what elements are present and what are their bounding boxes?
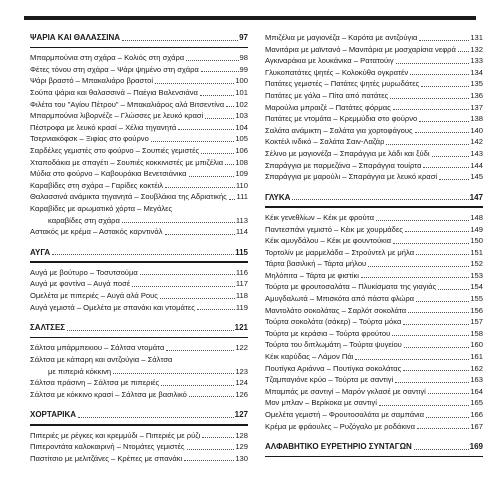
- toc-entry-title: Αυγά γεμιστά – Ομελέτα με σπανάκι και ντομάτες: [30, 302, 195, 312]
- toc-entry-title: Φιλέτα του "Αγίου Πέτρου" – Μπακαλιάρος αλά Βιτσεντίνα: [30, 99, 225, 109]
- vegetables-entries: [30, 430, 248, 465]
- leader-dots: [368, 266, 469, 267]
- toc-entry-page: 110: [235, 180, 248, 190]
- section-rule: [30, 337, 248, 339]
- leader-dots: [197, 309, 235, 310]
- toc-entry-title: Χταποδάκια με σπαγέτι – Σουπιές κοκκινιστές με μπιζέλια: [30, 157, 224, 167]
- toc-entry-title: Σπαράγγια με παρμεζάνα – Σπαράγγια τουίρτα: [265, 160, 422, 170]
- toc-entry-title: Σάλτσα με κόκκινο κρασί – Σάλτσα με βασιλικό: [30, 389, 187, 399]
- leader-dots: [379, 405, 469, 406]
- toc-entry-page: 144: [470, 160, 483, 170]
- leader-dots: [432, 156, 470, 157]
- leader-dots: [410, 74, 469, 75]
- toc-entry-title: Σαρδέλες γεμιστές στο φούρνο – Σουπιές γεμιστές: [30, 145, 200, 155]
- leader-dots: [386, 144, 469, 145]
- toc-entry-title: Πιπεροντάτα καλοκαιρινή – Ντομάτες γεμιστές: [30, 442, 185, 452]
- toc-entry-title: Μύδια στο φούρνο – Καβουράκια Βενετσιάνικα: [30, 169, 187, 179]
- section-rule: [30, 424, 248, 426]
- toc-entry[interactable]: [265, 78, 483, 90]
- toc-entry[interactable]: [30, 290, 248, 302]
- leader-dots: [426, 417, 469, 418]
- toc-entry-continuation[interactable]: καραβίδες στη σχάρα 113: [48, 215, 248, 225]
- toc-entry[interactable]: [30, 64, 248, 76]
- leader-dots: [421, 86, 469, 87]
- toc-entry-title: Αγκιναράκια με λουκάνικα – Ρατατούιγ: [265, 56, 394, 66]
- toc-entry-title: Τούρτα σοκολάτα (σάκερ) – Τούρτα μόκα: [265, 317, 402, 327]
- toc-entry[interactable]: [265, 351, 483, 363]
- toc-right-column: [265, 32, 483, 461]
- leader-dots: [140, 274, 235, 275]
- toc-entry[interactable]: [265, 409, 483, 421]
- toc-entry-page: 152: [470, 259, 483, 269]
- toc-entry[interactable]: [265, 171, 483, 183]
- leader-dots: [184, 460, 234, 461]
- vegetables-entries-continued: [265, 32, 483, 183]
- toc-entry-page: 106: [235, 145, 248, 155]
- leader-dots: [187, 449, 235, 450]
- toc-entry[interactable]: [265, 125, 483, 137]
- section-rule: [30, 47, 248, 49]
- toc-entry-page: 163: [470, 375, 483, 385]
- toc-entry-title: Μπιζέλια με μαγιονέζα – Καρότα με αντζούγια: [265, 33, 418, 42]
- toc-entry-page: 158: [470, 328, 483, 338]
- toc-entry-page: 104: [235, 122, 248, 132]
- toc-entry[interactable]: [265, 44, 483, 56]
- toc-entry[interactable]: [265, 421, 483, 433]
- leader-dots: [439, 179, 469, 180]
- toc-entry-page: 140: [470, 125, 483, 135]
- toc-entry[interactable]: [265, 293, 483, 305]
- toc-entry[interactable]: [265, 160, 483, 172]
- toc-entry-page: 128: [235, 430, 248, 440]
- toc-entry[interactable]: [30, 87, 248, 99]
- toc-entry-title: Πατάτες με ντομάτα – Κρεμμύδια στο φούρνο: [265, 114, 418, 124]
- toc-entry-page: 103: [235, 111, 248, 121]
- toc-entry-title: Κέικ αμυγδάλου – Κέικ με φουντούκια: [265, 236, 392, 246]
- toc-entry-title: Κέικ καρύδας – Λάμον Πάι: [265, 352, 354, 362]
- leader-dots: [189, 176, 235, 177]
- toc-entry-page: 99: [239, 64, 248, 74]
- toc-entry[interactable]: [265, 136, 483, 148]
- toc-entry[interactable]: [30, 191, 248, 203]
- toc-entry[interactable]: [30, 157, 248, 169]
- toc-entry[interactable]: Σάλτσα μπάρμπεκιου – Σάλτσα ντομάτα 122: [30, 343, 248, 353]
- toc-entry[interactable]: [265, 102, 483, 114]
- toc-entry-title: Σαλάτα ανάμικτη – Σαλάτα για χορτοφάγους: [265, 125, 413, 135]
- toc-entry-title: Πέστροφα με λευκό κρασί – Χέλια τηγανητά: [30, 122, 177, 132]
- toc-entry-page: 98: [239, 53, 248, 63]
- leader-dots: [200, 95, 234, 96]
- toc-entry[interactable]: [30, 145, 248, 157]
- leader-dots: [419, 121, 469, 122]
- toc-entry-title: Μον μπλαν – Βερίκοκα με σαντιγί: [265, 398, 377, 408]
- toc-entry-title: Πιπεριές με ρέγκες και κρεμμύδι – Πιπεριές με ρύζι: [30, 430, 201, 440]
- toc-entry-page: 145: [470, 172, 483, 182]
- toc-entry-page: 100: [235, 76, 248, 86]
- leader-dots: [132, 286, 235, 287]
- toc-entry[interactable]: [265, 328, 483, 340]
- toc-entry-page: 143: [470, 148, 483, 158]
- toc-entry-title: Τσερνιακόφσκ – Ξιφίας στο φούρνο: [30, 134, 149, 144]
- toc-entry-page: 124: [235, 378, 248, 388]
- leader-dots: [202, 437, 234, 438]
- toc-entry-page: 155: [470, 294, 483, 304]
- toc-entry[interactable]: Σάλτσα με κάπαρη και αντζούγια – Σάλτσα: [30, 355, 173, 365]
- toc-entry-page: 160: [470, 340, 483, 350]
- section-rule: [265, 456, 483, 458]
- toc-entry[interactable]: [265, 305, 483, 317]
- toc-entry[interactable]: Αστακός με κρέμα – Αστακός καρντινάλ 114: [30, 227, 248, 237]
- toc-entry-title: Μηλόπιτα – Τάρτα με φιστίκι: [265, 270, 359, 280]
- toc-entry[interactable]: [30, 430, 248, 442]
- toc-entry[interactable]: [30, 133, 248, 145]
- toc-entry-page: 164: [470, 386, 483, 396]
- leader-dots: [403, 324, 469, 325]
- toc-entry-title: Πατάτες γεμιστές – Πατάτες ψητές μυρωδάτες: [265, 79, 420, 89]
- toc-entry-page: 132: [470, 44, 483, 54]
- toc-entry-title: Ομελέτα γεμιστή – Φρουτοσαλάτα με σαμπάνια: [265, 410, 424, 419]
- toc-entry-page: 151: [470, 247, 483, 257]
- leader-dots: [205, 118, 234, 119]
- section-rule: [30, 261, 248, 263]
- leader-dots: [113, 373, 234, 374]
- toc-entry[interactable]: [30, 267, 248, 279]
- leader-dots: [122, 222, 235, 223]
- toc-entry[interactable]: [265, 224, 483, 236]
- toc-entry[interactable]: [265, 55, 483, 67]
- toc-entry-title: Κέικ γενεθλίων – Κέικ με φρούτα: [265, 212, 374, 222]
- leader-dots: [355, 359, 469, 360]
- toc-entry-page: 119: [235, 302, 248, 312]
- leader-dots: [396, 63, 470, 64]
- leader-dots: [395, 382, 469, 383]
- toc-entry-title: Τούρτα με φρουτοσαλάτα – Πλυκίσματα της γιαγιάς: [265, 282, 437, 292]
- toc-entry[interactable]: [265, 363, 483, 375]
- leader-dots: [458, 51, 469, 52]
- leader-dots: [225, 164, 234, 165]
- top-rule: [24, 16, 476, 20]
- toc-entry-title: Μπαμπάς με σαντιγί – Μαρόν γκλασέ με σαντιγί: [265, 386, 426, 396]
- toc-entry-page: 136: [470, 90, 483, 100]
- toc-entry-page: 131: [470, 33, 483, 42]
- leader-dots: [405, 231, 469, 232]
- section-rule: [265, 206, 483, 208]
- toc-entry-page: 166: [470, 410, 483, 419]
- toc-entry-page: 167: [470, 421, 483, 431]
- toc-entry-title: Σούπα ψάρια και θαλασσινά – Παέγια Βαλενσιάνα: [30, 87, 198, 97]
- leader-dots: [201, 153, 234, 154]
- section-heading-sauces[interactable]: ΣΑΛΤΣΕΣ 121: [30, 323, 248, 333]
- leader-dots: [151, 141, 235, 142]
- leader-dots: [417, 428, 469, 429]
- leader-dots: [78, 417, 234, 418]
- toc-entry[interactable]: [265, 148, 483, 160]
- toc-entry[interactable]: [265, 113, 483, 125]
- toc-entry[interactable]: [265, 339, 483, 351]
- leader-dots: [414, 449, 469, 450]
- toc-entry[interactable]: [30, 278, 248, 290]
- leader-dots: [52, 254, 234, 255]
- leader-dots: [229, 199, 236, 200]
- section-heading-sweets[interactable]: ΓΛΥΚΑ 147: [265, 192, 483, 202]
- toc-entry[interactable]: [30, 122, 248, 134]
- toc-entry[interactable]: [265, 67, 483, 79]
- leader-dots: [419, 40, 469, 41]
- toc-entry-title: Κοκτέιλ ινδικό – Σαλάτα Σαιν-Λαζάρ: [265, 137, 385, 147]
- toc-entry[interactable]: [265, 235, 483, 247]
- toc-entry-page: 154: [470, 282, 483, 292]
- leader-dots: [161, 385, 234, 386]
- toc-entry-title: Αυγά με φοντίνα – Αυγά ποσέ: [30, 279, 131, 289]
- toc-entry-page: 102: [235, 99, 248, 109]
- toc-entry[interactable]: [30, 302, 248, 314]
- toc-entry-title: Θαλασσινά ανάμικτα τηγανητά – Σουβλάκια της Αδριατικής: [30, 192, 227, 202]
- toc-entry[interactable]: Καραβίδες με αρωματικό χόρτα – Μεγάλες: [30, 203, 173, 213]
- leader-dots: [404, 347, 470, 348]
- toc-entry-page: 142: [470, 137, 483, 147]
- toc-entry[interactable]: [265, 397, 483, 409]
- toc-entry-title: Ψάρι βραστό – Μπακαλιάρο βραστοί: [30, 76, 154, 86]
- toc-entry-page: 137: [470, 102, 483, 112]
- toc-entry-page: 116: [235, 267, 248, 277]
- toc-entry-page: 156: [470, 305, 483, 315]
- toc-entry[interactable]: [30, 99, 248, 111]
- toc-entry-page: 109: [235, 169, 248, 179]
- toc-entry[interactable]: [30, 168, 248, 180]
- toc-entry-page: 165: [470, 398, 483, 408]
- leader-dots: [438, 289, 469, 290]
- toc-entry-page: 129: [235, 442, 248, 452]
- leader-dots: [361, 277, 469, 278]
- toc-entry[interactable]: [265, 247, 483, 259]
- leader-dots: [415, 132, 470, 133]
- leader-dots: [416, 301, 469, 302]
- fish-entries: [30, 52, 248, 203]
- toc-entry-title: Τζαμπαγιόνε κρύο – Τούρτα με σαντιγί: [265, 375, 394, 385]
- toc-entry-title: Κρέμα με φράουλες – Ρυζόγαλο με ροδάκινα: [265, 421, 415, 431]
- toc-entry-page: 153: [470, 270, 483, 280]
- toc-entry-title: Ομελέτα με πιπεριές – Αυγά αλά Ρους: [30, 291, 158, 301]
- leader-dots: [67, 330, 234, 331]
- toc-entry-title: Σέλινο με μαγιονέζα – Σπαράγγια με λάδι και ξύδι: [265, 148, 430, 158]
- section-heading-eggs[interactable]: ΑΥΓΑ 115: [30, 247, 248, 257]
- leader-dots: [226, 106, 234, 107]
- toc-entry-page: 101: [235, 87, 248, 97]
- toc-entry[interactable]: [265, 32, 483, 44]
- leader-dots: [165, 234, 235, 235]
- leader-dots: [155, 83, 234, 84]
- leader-dots: [408, 312, 469, 313]
- toc-entry-title: Τούρτα του διπλωμάτη – Τούρτα ψυγείου: [265, 340, 402, 350]
- toc-entry-title: Παντεσπάνι γεμιστό – Κέικ με χουρμάδες: [265, 224, 403, 234]
- toc-entry[interactable]: [30, 110, 248, 122]
- leader-dots: [376, 220, 469, 221]
- toc-entry-page: 117: [235, 279, 248, 289]
- leader-dots: [416, 254, 469, 255]
- toc-entry-title: Σπαράγγια με μαρούλι – Σπαράγγια με λευκό κρασί: [265, 172, 438, 182]
- toc-entry[interactable]: [265, 374, 483, 386]
- sauces-entries: [30, 377, 248, 400]
- toc-entry-title: Πατάτες με γάλα – Πίτα από πατάτες: [265, 90, 389, 100]
- leader-dots: [186, 60, 238, 61]
- leader-dots: [392, 335, 469, 336]
- toc-entry-page: 134: [470, 67, 483, 77]
- leader-dots: [390, 98, 469, 99]
- toc-entry-page: 148: [470, 212, 483, 222]
- toc-entry[interactable]: [265, 270, 483, 282]
- toc-entry[interactable]: [265, 258, 483, 270]
- leader-dots: [178, 129, 234, 130]
- toc-entry[interactable]: [265, 212, 483, 224]
- toc-entry-title: Καραβίδες στη σχάρα – Γαρίδες κοκτέιλ: [30, 180, 164, 190]
- toc-entry-title: Μπαρμπούνια λιβορνέζε – Γλώσσες με λευκό κρασί: [30, 111, 204, 121]
- toc-entry-page: 133: [470, 56, 483, 66]
- toc-entry-title: Πουτίγκα Αριάννα – Πουτίγκα σοκολάτας: [265, 363, 402, 373]
- toc-entry[interactable]: [265, 90, 483, 102]
- toc-entry-page: 150: [470, 236, 483, 246]
- toc-entry-title: Τορτολίν με μαρμελάδα – Στρούντελ με μήλα: [265, 247, 415, 257]
- toc-entry-page: 149: [470, 224, 483, 234]
- toc-entry-title: Αυγά με βούτυρο – Τοσυτσούμα: [30, 267, 138, 277]
- leader-dots: [393, 243, 469, 244]
- eggs-entries: [30, 267, 248, 313]
- leader-dots: [166, 350, 234, 351]
- leader-dots: [201, 71, 239, 72]
- toc-entry-title: Τάρτα βασιλική – Τάρτα μήλου: [265, 259, 367, 269]
- leader-dots: [403, 370, 469, 371]
- toc-entry[interactable]: [30, 377, 248, 389]
- leader-dots: [292, 199, 468, 200]
- toc-entry-title: Μπαρμπούνια στη σχάρα – Κολιός στη σχάρα: [30, 53, 185, 63]
- toc-entry-page: 111: [236, 192, 248, 202]
- toc-entry-title: Μαντολάτο σοκολάτας – Σαρλότ σοκολάτα: [265, 305, 407, 315]
- toc-entry-title: Φέτες τόνου στη σχάρα – Ψάρι ψημένο στη σχάρα: [30, 64, 199, 74]
- leader-dots: [428, 393, 470, 394]
- toc-entry-page: 138: [470, 114, 483, 124]
- toc-entry-title: Μανιτάρια με μαϊντανό – Μανιτάρια με μοσχαρίσια νεφρά: [265, 44, 456, 54]
- toc-entry[interactable]: [30, 75, 248, 87]
- toc-entry-title: Παστίτσιο με μελιτζάνες – Κρέπες με σπανάκι: [30, 453, 183, 463]
- leader-dots: [165, 187, 235, 188]
- toc-entry[interactable]: [30, 389, 248, 401]
- toc-left-column: [30, 32, 248, 464]
- toc-entry-title: Τούρτα με κεράσια – Τούρτα φρούτου: [265, 328, 391, 338]
- leader-dots: [122, 40, 238, 41]
- section-heading-fish[interactable]: ΨΑΡΙΑ ΚΑΙ ΘΑΛΑΣΣΙΝΑ 97: [30, 33, 248, 42]
- toc-entry-page: 105: [235, 134, 248, 144]
- leader-dots: [393, 109, 470, 110]
- toc-entry-page: 130: [235, 453, 248, 463]
- toc-entry-page: 135: [470, 79, 483, 89]
- toc-entry[interactable]: [265, 281, 483, 293]
- toc-entry[interactable]: [30, 453, 248, 465]
- toc-entry-continuation[interactable]: με πιπεριά κόκκινη 123: [48, 366, 248, 376]
- toc-entry-page: 157: [470, 317, 483, 327]
- toc-entry[interactable]: [30, 52, 248, 64]
- toc-entry[interactable]: [30, 441, 248, 453]
- toc-entry-title: Μαρούλια μπραιζέ – Πατάτες φόρμας: [265, 102, 391, 112]
- section-heading-vegetables[interactable]: ΧΟΡΤΑΡΙΚΑ 127: [30, 410, 248, 420]
- toc-entry[interactable]: [265, 316, 483, 328]
- leader-dots: [160, 298, 235, 299]
- toc-entry-page: 126: [235, 389, 248, 399]
- toc-entry-page: 118: [235, 291, 248, 301]
- toc-entry[interactable]: [30, 180, 248, 192]
- sweets-entries: [265, 212, 483, 432]
- toc-entry[interactable]: [265, 386, 483, 398]
- toc-entry-title: Σάλτσα πράσινη – Σάλτσα με πιπεριές: [30, 378, 160, 388]
- toc-entry-page: 161: [470, 352, 483, 362]
- leader-dots: [423, 167, 469, 168]
- toc-entry-title: Γλυκοπατάτες ψητές – Κολοκύθα ογκρατέν: [265, 67, 409, 77]
- section-heading-index[interactable]: ΑΛΦΑΒΗΤΙΚΟ ΕΥΡΕΤΗΡΙΟ ΣΥΝΤΑΓΩΝ 169: [265, 442, 483, 452]
- toc-entry-page: 162: [470, 363, 483, 373]
- toc-entry-title: Αμυγδαλωτά – Μπισκότα από πάστα φλώρα: [265, 294, 415, 304]
- toc-entry-page: 108: [235, 157, 248, 167]
- leader-dots: [189, 396, 234, 397]
